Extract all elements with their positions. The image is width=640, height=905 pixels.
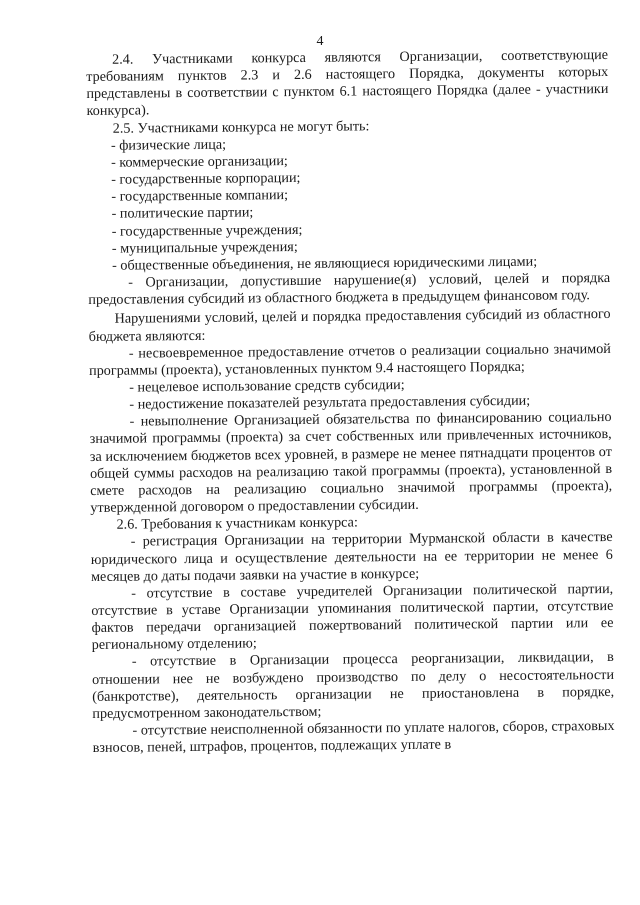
paragraph-2-5: 2.5. Участниками конкурса не могут быть: [112,117,370,137]
document-body [86,47,615,757]
violation-item: - несвоевременное предоставление отчетов о реализации социально значимой программы (проекта), установленных пунктом 9.4 настоящего Порядка; [88,340,611,379]
requirement-item: - отсутствие в Организации процесса реорганизации, ликвидации, в отношении нее не возбуждено производство по делу о несостоятельности (банкротстве), деятельность организации не приостановлена в порядке, предусмотренном законодательством; [91,649,615,722]
list-item: - государственные компании; [111,187,289,206]
list-item: - общественные объединения, не являющиеся юридическими лицами; [111,253,538,274]
requirement-item: - отсутствие неисполненной обязанности по уплате налогов, сборов, страховых взносов, пеней, штрафов, процентов, подлежащих уплате в [92,718,615,757]
violation-item: - недостижение показателей результата предоставления субсидии; [129,392,531,413]
requirement-item: - регистрация Организации на территории Мурманской области в качестве юридического лица и осуществление деятельности на ее территории не менее 6 месяцев до даты подачи заявки на участие в конкурсе; [90,529,613,585]
violation-item: - нецелевое использование средств субсидии; [129,376,405,396]
requirement-item: - отсутствие в составе учредителей Организации политической партии, отсутствие в уставе Организации упоминания политической партии, отсутствие фактов передачи организацией пожертвований политической партии или ее региональному отделению; [91,580,614,654]
list-item: - политические партии; [111,204,254,223]
list-item: - муниципальные учреждения; [111,238,298,257]
list-item: - физические лица; [110,136,227,154]
list-item: - государственные корпорации; [111,170,301,188]
paragraph-2-4: 2.4. Участниками конкурса являются Организации, соответствующие требованиям пунктов 2.3 и 2.6 настоящего Порядка, документы которых представлены в соответствии с пунктом 6.1 настоящего Порядка (далее - участники конкурса). [86,46,609,120]
violation-item: - невыполнение Организацией обязательства по финансированию социально значимой программы (проекта) за счет собственных или привлеченных источников, за исключением бюджетов всех уровней, в размере не менее пятнадцати процентов от общей суммы расходов на реализацию такой программы (проекта), установленной в смете расходов на реализацию социально значимой программы (проекта), утвержденной договором о предоставлении субсидии. [89,409,613,517]
page-number: 4 [316,34,324,49]
list-item: - коммерческие организации; [110,153,288,171]
violations-intro: Нарушениями условий, целей и порядка предоставления субсидий из областного бюджета являются: [88,306,611,345]
paragraph-2-6: 2.6. Требования к участникам конкурса: [116,514,358,533]
list-item-organizations-violations: - Организации, допустившие нарушение(я) условий, целей и порядка предоставления субсидий из областного бюджета в предыдущем финансовом году. [88,270,611,309]
list-item: - государственные учреждения; [111,221,303,240]
